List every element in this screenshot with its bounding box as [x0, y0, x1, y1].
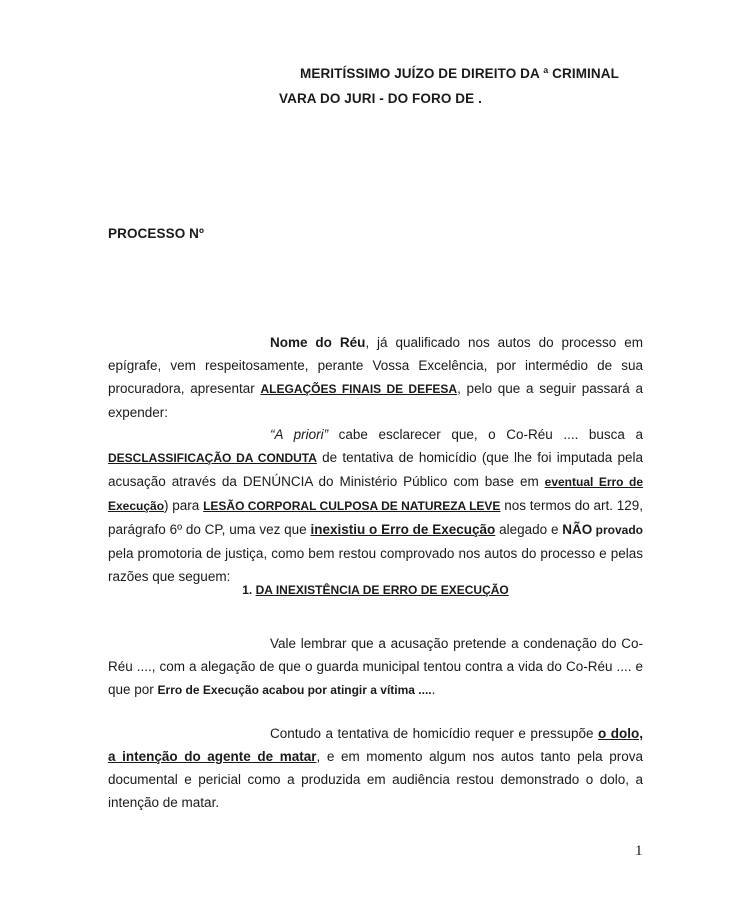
paragraph-accusation: Vale lembrar que a acusação pretende a condenação do Co-Réu ...., com a alegação de que o guarda municipal tentou contra a vida do Co-Réu .... e que por Erro de Execução acabou por atingir a vítima .....: [108, 636, 643, 697]
paragraph-dolo: Contudo a tentativa de homicídio requer e pressupõe o dolo, a intenção do agente de matar, e em momento algum nos autos tanto pela prova documental e pericial como a produzida em audiência restou demonstrado o dolo, a intenção de matar.: [108, 726, 643, 810]
process-number-label: PROCESSO Nº: [108, 226, 205, 241]
court-header-line-1: MERITÍSSIMO JUÍZO DE DIREITO DA ª CRIMINAL: [300, 66, 619, 81]
paragraph-a-priori: “A priori” cabe esclarecer que, o Co-Réu .... busca a DESCLASSIFICAÇÃO DA CONDUTA de tentativa de homicídio (que lhe foi imputada pela acusação através da DENÚNCIA do Ministério Público com base em eventual Erro de Execução) para LESÃO CORPORAL CULPOSA DE NATUREZA LEVE nos termos do art. 129, parágrafo 6º do CP, uma vez que inexistiu o Erro de Execução alegado e NÃO provado pela promotoria de justiça, como bem restou comprovado nos autos do processo e pelas razões que seguem:: [108, 427, 644, 584]
page-number: 1: [635, 843, 643, 859]
paragraph-intro: Nome do Réu, já qualificado nos autos do processo em epígrafe, vem respeitosamente, perante Vossa Excelência, por intermédio de sua procuradora, apresentar ALEGAÇÕES FINAIS DE DEFESA, pelo que a seguir passará a expender:: [108, 335, 643, 420]
document-title: ALEGAÇÕES FINAIS DE DEFESA: [260, 382, 458, 396]
court-header-line-2: VARA DO JURI - DO FORO DE .: [279, 91, 482, 106]
defendant-name: Nome do Réu: [270, 335, 366, 350]
section-heading: 1. DA INEXISTÊNCIA DE ERRO DE EXECUÇÃO: [242, 583, 509, 597]
